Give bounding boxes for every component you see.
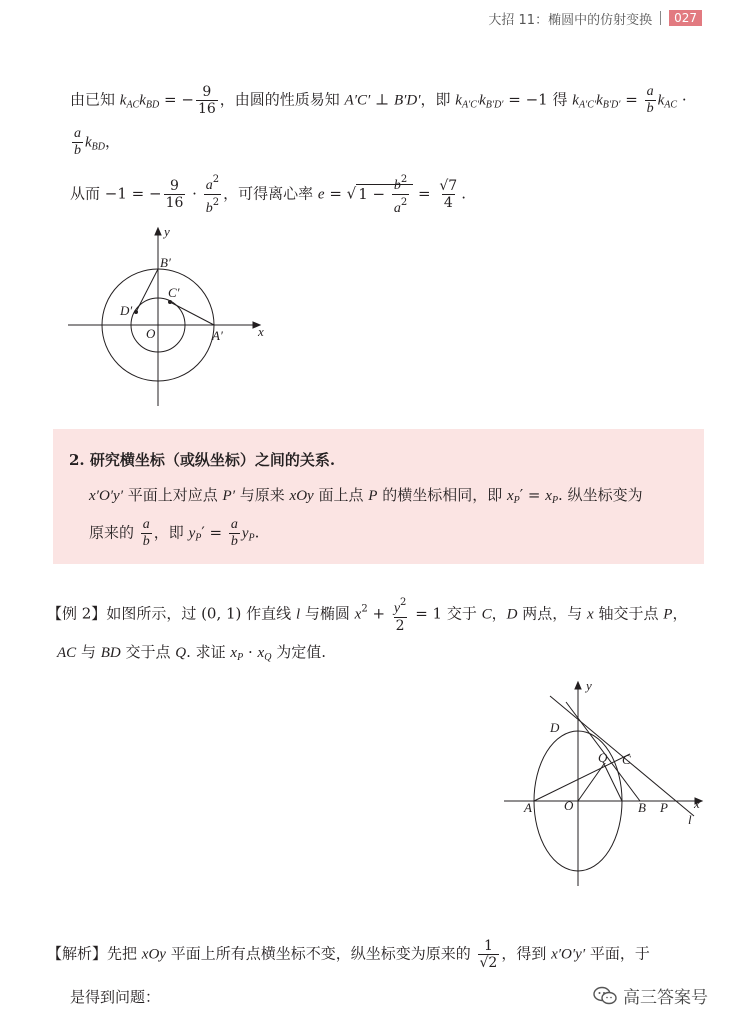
label-x: x — [258, 324, 264, 339]
label-c: C — [622, 752, 631, 767]
text: ，即 — [420, 90, 456, 109]
example-2-line-2: AC 与 BD 交于点 Q. 求证 $x_P \cdot x_Q$ 为定值. — [57, 643, 326, 663]
label-o: O — [564, 798, 574, 813]
text: . — [461, 184, 466, 203]
analysis-line-2: 是得到问题： — [70, 988, 161, 1006]
label-c: C′ — [168, 285, 180, 300]
solution-line-1: 由已知 $k_{AC}k_{BD}$ = − $\frac{9}{16}$ ，由圆的性质易知 A′C′ ⊥ B′D′，即 $k_{A'C'}k_{B'D'} = -1$ 得 $k_{A'C'}k_{B'D'}$ = $\frac{a}{b}$ $k_{AC}$ · — [70, 84, 687, 117]
label-y: y — [586, 678, 592, 693]
page-number: 027 — [669, 10, 702, 26]
segment-oq — [578, 764, 604, 801]
text: 由已知 — [70, 90, 120, 109]
text: ， — [105, 132, 121, 151]
segment-ac — [170, 302, 214, 325]
label-p: P — [660, 800, 668, 815]
analysis-tag: 【解析】 — [47, 944, 108, 963]
y-axis-arrow — [155, 228, 161, 235]
box-line-1: x′O′y′ 平面上对应点 P′ 与原来 xOy 面上点 P 的横坐标相同，即 $x_P' = x_P$. 纵坐标变为 — [89, 486, 643, 506]
page-header — [488, 8, 702, 28]
header-divider — [660, 11, 661, 25]
fraction: $\frac{9}{16}$ — [197, 84, 216, 117]
segment-bd — [136, 269, 158, 312]
example-tag: 【例 2】 — [47, 604, 107, 623]
concept-box — [53, 429, 704, 564]
wechat-icon — [593, 986, 617, 1006]
solution-line-2: $\frac{a}{b}$ $k_{BD}$， — [74, 126, 121, 158]
figure-ellipse — [498, 676, 710, 890]
text: 得 — [547, 90, 573, 109]
label-x: x — [694, 796, 700, 811]
box-heading: 2. 研究横坐标（或纵坐标）之间的关系. — [69, 451, 336, 469]
label-b: B — [638, 800, 646, 815]
label-d: D — [550, 720, 560, 735]
solution-line-3: 从而 −1 = − $\frac{9}{16}$ · $\frac{a^2}{b^2}$ ，可得离心率 e = √ 1 − $\frac{b^2}{a^2}$ = $\frac{√7}{4}$ . — [70, 174, 466, 216]
watermark-text: 高三答案号 — [623, 988, 708, 1008]
line-ac — [534, 754, 630, 801]
text: ，可得离心率 — [223, 184, 318, 203]
figure-circles — [60, 222, 280, 412]
chapter-title: 大招 11：椭圆中的仿射变换 — [488, 12, 653, 28]
label-y: y — [164, 224, 170, 239]
box-line-2: 原来的 $\frac{a}{b}$ ，即 $y_P'$ = $\frac{a}{b}$ $y_P$. — [89, 517, 260, 549]
label-b: B′ — [160, 255, 171, 270]
label-o: O — [146, 326, 156, 341]
text: ，由圆的性质易知 — [219, 90, 345, 109]
analysis-line-1: 【解析】先把 xOy 平面上所有点横坐标不变，纵坐标变为原来的 $\frac{1}{√2}$ ，得到 x′O′y′ 平面，于 — [47, 938, 650, 971]
example-2-line-1: 【例 2】如图所示，过 (0, 1) 作直线 l 与椭圆 $x^2$ + $\frac{y^2}{2}$ = 1 交于 C，D 两点，与 x 轴交于点 P， — [47, 597, 688, 634]
watermark — [593, 983, 708, 1008]
label-d: D′ — [120, 303, 133, 318]
label-a: A — [524, 800, 532, 815]
label-q: Q — [598, 750, 608, 765]
text: 从而 — [70, 184, 105, 203]
label-l: l — [688, 812, 692, 827]
label-a: A′ — [212, 328, 223, 343]
